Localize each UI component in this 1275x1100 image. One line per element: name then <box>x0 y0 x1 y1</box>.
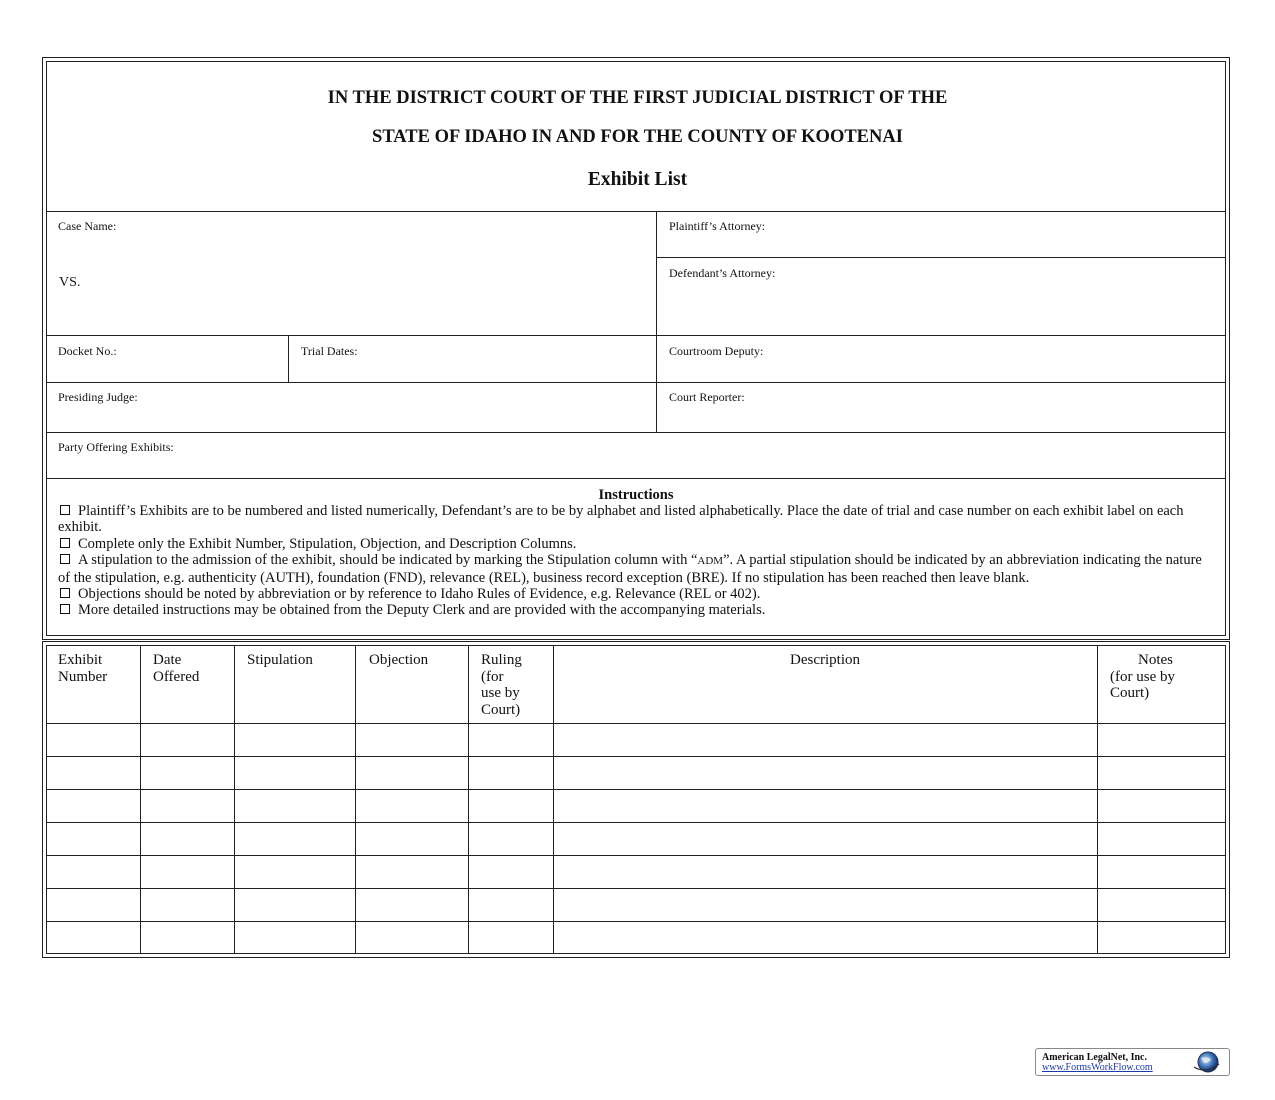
court-heading-line-1: IN THE DISTRICT COURT OF THE FIRST JUDICIAL DISTRICT OF THE <box>327 88 948 108</box>
col-header-objection: Objection <box>369 652 429 668</box>
col-header-stipulation: Stipulation <box>247 652 313 668</box>
divider <box>46 382 1226 383</box>
divider <box>656 257 1226 258</box>
column-divider <box>1097 645 1098 954</box>
col-header-description: Description <box>790 652 860 668</box>
column-divider <box>553 645 554 954</box>
checkbox-icon <box>60 505 70 515</box>
case-name-field[interactable]: Case Name: <box>58 219 117 233</box>
row-divider <box>46 855 1226 856</box>
american-legalnet-logo[interactable] <box>1035 1048 1230 1076</box>
column-divider <box>355 645 356 954</box>
instructions-heading: Instructions <box>598 487 674 503</box>
checkbox-icon <box>60 588 70 598</box>
exhibit-table <box>46 645 1226 954</box>
brand-url-link[interactable]: www.FormsWorkFlow.com <box>1042 1062 1153 1073</box>
row-divider <box>46 888 1226 889</box>
divider <box>46 432 1226 433</box>
versus-label: VS. <box>59 275 81 290</box>
defendant-attorney-field[interactable]: Defendant’s Attorney: <box>669 266 776 280</box>
checkbox-icon <box>60 554 70 564</box>
court-reporter-field[interactable]: Court Reporter: <box>669 390 745 404</box>
row-divider <box>46 789 1226 790</box>
divider <box>656 211 657 432</box>
brand-name: American LegalNet, Inc. <box>1042 1052 1147 1063</box>
party-offering-exhibits-field[interactable]: Party Offering Exhibits: <box>58 440 174 454</box>
court-heading-line-2: STATE OF IDAHO IN AND FOR THE COUNTY OF KOOTENAI <box>372 127 903 147</box>
row-divider <box>46 756 1226 757</box>
column-divider <box>234 645 235 954</box>
instruction-item: Objections should be noted by abbreviation or by reference to Idaho Rules of Evidence, e.g. Relevance (REL or 402). <box>58 586 1208 602</box>
instructions-list <box>58 503 1208 619</box>
col-header-date-offered: Date Offered <box>153 652 200 685</box>
col-header-notes: Notes (for use by Court) <box>1110 652 1175 701</box>
plaintiff-attorney-field[interactable]: Plaintiff’s Attorney: <box>669 219 766 233</box>
trial-dates-field[interactable]: Trial Dates: <box>301 344 358 358</box>
column-divider <box>468 645 469 954</box>
col-header-exhibit-number: Exhibit Number <box>58 652 108 685</box>
instruction-item: More detailed instructions may be obtained from the Deputy Clerk and are provided with the accompanying materials. <box>58 602 1208 618</box>
col-header-ruling: Ruling (for use by Court) <box>481 652 522 718</box>
divider <box>288 335 289 382</box>
checkbox-icon <box>60 538 70 548</box>
divider <box>46 335 1226 336</box>
divider <box>46 478 1226 479</box>
presiding-judge-field[interactable]: Presiding Judge: <box>58 390 138 404</box>
instruction-item: Complete only the Exhibit Number, Stipulation, Objection, and Description Columns. <box>58 536 1208 552</box>
instruction-item: Plaintiff’s Exhibits are to be numbered and listed numerically, Defendant’s are to be by alphabet and listed alphabetically. Place the date of trial and case number on each exhibit label on each exhibit. <box>58 503 1184 536</box>
column-divider <box>140 645 141 954</box>
checkbox-icon <box>60 604 70 614</box>
docket-no-field[interactable]: Docket No.: <box>58 344 117 358</box>
divider <box>46 211 1226 212</box>
globe-logo-icon <box>1191 1050 1221 1074</box>
page-title: Exhibit List <box>587 169 688 190</box>
courtroom-deputy-field[interactable]: Courtroom Deputy: <box>669 344 764 358</box>
row-divider <box>46 822 1226 823</box>
header-row-divider <box>46 723 1226 724</box>
instruction-item: A stipulation to the admission of the exhibit, should be indicated by marking the Stipulation column with “ADM”. A partial stipulation should be indicated by an abbreviation indicating the nature of the stipulation, e.g. authenticity (AUTH), foundation (FND), relevance (REL), business record exception (BRE). If no stipulation has been reached then leave blank. <box>58 552 1202 586</box>
row-divider <box>46 921 1226 922</box>
